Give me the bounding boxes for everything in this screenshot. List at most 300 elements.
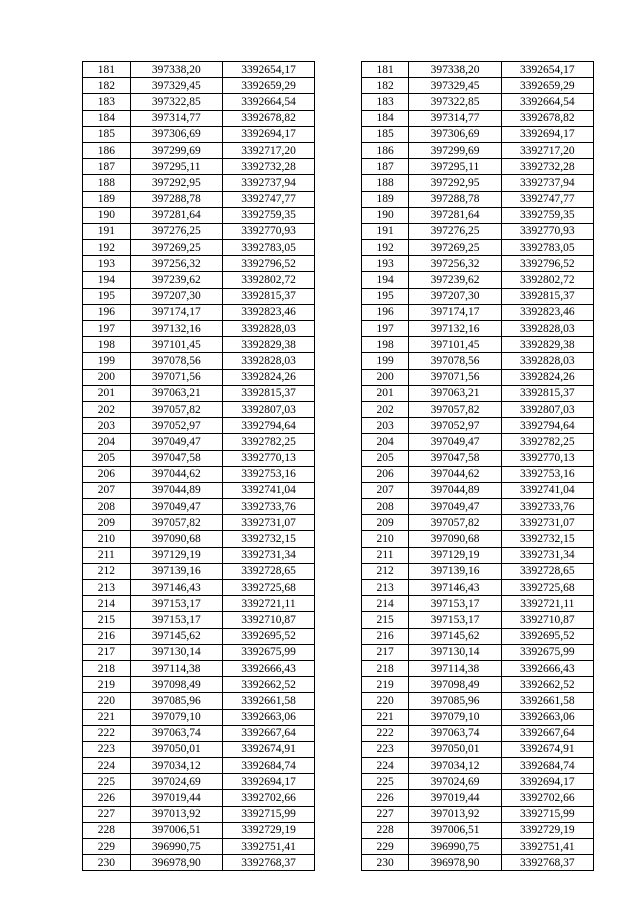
left-point-number-cell: 209 [83,515,131,531]
left-point-number-cell: 202 [83,401,131,417]
left-y-coordinate-cell: 3392684,74 [222,758,314,774]
right-point-number-cell: 184 [361,110,409,126]
right-y-coordinate-cell: 3392828,03 [501,321,593,337]
left-x-coordinate-cell: 397024,69 [130,774,222,790]
left-y-coordinate-cell: 3392729,19 [222,822,314,838]
right-y-coordinate-cell: 3392824,26 [501,369,593,385]
column-gap [315,175,362,191]
left-point-number-cell: 190 [83,207,131,223]
left-point-number-cell: 214 [83,596,131,612]
left-point-number-cell: 207 [83,482,131,498]
left-point-number-cell: 189 [83,191,131,207]
right-point-number-cell: 206 [361,466,409,482]
right-y-coordinate-cell: 3392654,17 [501,62,593,78]
left-y-coordinate-cell: 3392675,99 [222,644,314,660]
left-y-coordinate-cell: 3392721,11 [222,596,314,612]
right-x-coordinate-cell: 397299,69 [409,142,501,158]
left-point-number-cell: 194 [83,272,131,288]
left-x-coordinate-cell: 397338,20 [130,62,222,78]
right-x-coordinate-cell: 397306,69 [409,126,501,142]
left-point-number-cell: 184 [83,110,131,126]
right-point-number-cell: 216 [361,628,409,644]
column-gap [315,580,362,596]
column-gap [315,660,362,676]
left-y-coordinate-cell: 3392695,52 [222,628,314,644]
right-y-coordinate-cell: 3392782,25 [501,434,593,450]
table-row [83,628,594,644]
column-gap [315,240,362,256]
column-gap [315,563,362,579]
table-row [83,369,594,385]
right-point-number-cell: 227 [361,806,409,822]
left-point-number-cell: 199 [83,353,131,369]
table-row [83,450,594,466]
column-gap [315,337,362,353]
right-point-number-cell: 201 [361,385,409,401]
right-y-coordinate-cell: 3392678,82 [501,110,593,126]
right-y-coordinate-cell: 3392710,87 [501,612,593,628]
right-x-coordinate-cell: 397314,77 [409,110,501,126]
left-x-coordinate-cell: 397085,96 [130,693,222,709]
right-y-coordinate-cell: 3392732,28 [501,159,593,175]
right-x-coordinate-cell: 397085,96 [409,693,501,709]
left-point-number-cell: 193 [83,256,131,272]
left-x-coordinate-cell: 396978,90 [130,855,222,871]
left-point-number-cell: 221 [83,709,131,725]
right-point-number-cell: 222 [361,725,409,741]
table-row [83,418,594,434]
right-point-number-cell: 221 [361,709,409,725]
column-gap [315,806,362,822]
right-x-coordinate-cell: 397063,21 [409,385,501,401]
table-row [83,78,594,94]
right-y-coordinate-cell: 3392741,04 [501,482,593,498]
left-x-coordinate-cell: 397269,25 [130,240,222,256]
right-point-number-cell: 200 [361,369,409,385]
right-y-coordinate-cell: 3392702,66 [501,790,593,806]
right-x-coordinate-cell: 397129,19 [409,547,501,563]
right-y-coordinate-cell: 3392768,37 [501,855,593,871]
left-x-coordinate-cell: 397078,56 [130,353,222,369]
right-y-coordinate-cell: 3392815,37 [501,288,593,304]
right-point-number-cell: 211 [361,547,409,563]
table-row [83,660,594,676]
right-y-coordinate-cell: 3392674,91 [501,741,593,757]
column-gap [315,758,362,774]
left-y-coordinate-cell: 3392731,07 [222,515,314,531]
table-row [83,304,594,320]
left-x-coordinate-cell: 397114,38 [130,660,222,676]
left-x-coordinate-cell: 397101,45 [130,337,222,353]
right-point-number-cell: 217 [361,644,409,660]
right-x-coordinate-cell: 397034,12 [409,758,501,774]
right-y-coordinate-cell: 3392807,03 [501,401,593,417]
left-point-number-cell: 185 [83,126,131,142]
left-point-number-cell: 230 [83,855,131,871]
right-x-coordinate-cell: 397049,47 [409,434,501,450]
left-x-coordinate-cell: 397079,10 [130,709,222,725]
right-y-coordinate-cell: 3392737,94 [501,175,593,191]
right-point-number-cell: 191 [361,223,409,239]
right-point-number-cell: 224 [361,758,409,774]
right-point-number-cell: 208 [361,499,409,515]
left-y-coordinate-cell: 3392782,25 [222,434,314,450]
right-y-coordinate-cell: 3392733,76 [501,499,593,515]
left-y-coordinate-cell: 3392732,15 [222,531,314,547]
right-point-number-cell: 193 [361,256,409,272]
column-gap [315,191,362,207]
right-y-coordinate-cell: 3392770,93 [501,223,593,239]
right-x-coordinate-cell: 397071,56 [409,369,501,385]
left-y-coordinate-cell: 3392823,46 [222,304,314,320]
right-y-coordinate-cell: 3392728,65 [501,563,593,579]
column-gap [315,482,362,498]
right-point-number-cell: 197 [361,321,409,337]
table-row [83,725,594,741]
table-row [83,822,594,838]
table-row [83,644,594,660]
column-gap [315,304,362,320]
right-x-coordinate-cell: 397130,14 [409,644,501,660]
table-row [83,240,594,256]
table-row [83,94,594,110]
left-point-number-cell: 187 [83,159,131,175]
right-y-coordinate-cell: 3392747,77 [501,191,593,207]
right-point-number-cell: 229 [361,839,409,855]
table-row [83,709,594,725]
right-point-number-cell: 204 [361,434,409,450]
left-y-coordinate-cell: 3392678,82 [222,110,314,126]
column-gap [315,741,362,757]
left-x-coordinate-cell: 397057,82 [130,401,222,417]
right-point-number-cell: 207 [361,482,409,498]
left-point-number-cell: 226 [83,790,131,806]
column-gap [315,839,362,855]
left-y-coordinate-cell: 3392667,64 [222,725,314,741]
column-gap [315,62,362,78]
column-gap [315,774,362,790]
left-point-number-cell: 218 [83,660,131,676]
table-row [83,110,594,126]
right-point-number-cell: 218 [361,660,409,676]
left-point-number-cell: 181 [83,62,131,78]
left-point-number-cell: 197 [83,321,131,337]
right-x-coordinate-cell: 397174,17 [409,304,501,320]
right-x-coordinate-cell: 397044,89 [409,482,501,498]
right-point-number-cell: 220 [361,693,409,709]
left-y-coordinate-cell: 3392770,13 [222,450,314,466]
left-point-number-cell: 183 [83,94,131,110]
left-x-coordinate-cell: 397295,11 [130,159,222,175]
left-x-coordinate-cell: 397044,89 [130,482,222,498]
left-point-number-cell: 217 [83,644,131,660]
column-gap [315,612,362,628]
left-point-number-cell: 204 [83,434,131,450]
left-y-coordinate-cell: 3392674,91 [222,741,314,757]
right-x-coordinate-cell: 397153,17 [409,612,501,628]
left-point-number-cell: 224 [83,758,131,774]
left-x-coordinate-cell: 397098,49 [130,677,222,693]
right-y-coordinate-cell: 3392694,17 [501,774,593,790]
left-x-coordinate-cell: 397329,45 [130,78,222,94]
table-row [83,337,594,353]
left-x-coordinate-cell: 397044,62 [130,466,222,482]
right-x-coordinate-cell: 396978,90 [409,855,501,871]
right-x-coordinate-cell: 397013,92 [409,806,501,822]
left-x-coordinate-cell: 397063,74 [130,725,222,741]
right-y-coordinate-cell: 3392666,43 [501,660,593,676]
left-x-coordinate-cell: 397130,14 [130,644,222,660]
right-x-coordinate-cell: 397114,38 [409,660,501,676]
right-x-coordinate-cell: 397047,58 [409,450,501,466]
column-gap [315,110,362,126]
left-y-coordinate-cell: 3392694,17 [222,774,314,790]
column-gap [315,321,362,337]
right-y-coordinate-cell: 3392732,15 [501,531,593,547]
left-x-coordinate-cell: 397146,43 [130,580,222,596]
table-row [83,126,594,142]
right-point-number-cell: 196 [361,304,409,320]
left-x-coordinate-cell: 397153,17 [130,596,222,612]
right-y-coordinate-cell: 3392717,20 [501,142,593,158]
right-point-number-cell: 205 [361,450,409,466]
coordinates-table-body [83,62,594,871]
table-row [83,482,594,498]
left-x-coordinate-cell: 397071,56 [130,369,222,385]
column-gap [315,288,362,304]
right-x-coordinate-cell: 397139,16 [409,563,501,579]
left-y-coordinate-cell: 3392731,34 [222,547,314,563]
column-gap [315,94,362,110]
right-x-coordinate-cell: 397132,16 [409,321,501,337]
left-point-number-cell: 229 [83,839,131,855]
right-x-coordinate-cell: 397049,47 [409,499,501,515]
table-row [83,159,594,175]
left-y-coordinate-cell: 3392824,26 [222,369,314,385]
right-point-number-cell: 183 [361,94,409,110]
left-point-number-cell: 208 [83,499,131,515]
left-x-coordinate-cell: 396990,75 [130,839,222,855]
column-gap [315,450,362,466]
left-x-coordinate-cell: 397207,30 [130,288,222,304]
left-point-number-cell: 212 [83,563,131,579]
right-x-coordinate-cell: 397292,95 [409,175,501,191]
right-point-number-cell: 188 [361,175,409,191]
left-x-coordinate-cell: 397299,69 [130,142,222,158]
left-point-number-cell: 200 [83,369,131,385]
table-row [83,62,594,78]
right-x-coordinate-cell: 397256,32 [409,256,501,272]
right-point-number-cell: 225 [361,774,409,790]
right-y-coordinate-cell: 3392759,35 [501,207,593,223]
right-x-coordinate-cell: 397101,45 [409,337,501,353]
table-row [83,741,594,757]
table-row [83,806,594,822]
column-gap [315,855,362,871]
column-gap [315,515,362,531]
table-row [83,191,594,207]
table-row [83,272,594,288]
right-x-coordinate-cell: 397281,64 [409,207,501,223]
left-y-coordinate-cell: 3392710,87 [222,612,314,628]
right-y-coordinate-cell: 3392770,13 [501,450,593,466]
left-x-coordinate-cell: 397153,17 [130,612,222,628]
right-point-number-cell: 209 [361,515,409,531]
right-point-number-cell: 203 [361,418,409,434]
right-y-coordinate-cell: 3392715,99 [501,806,593,822]
right-point-number-cell: 213 [361,580,409,596]
left-x-coordinate-cell: 397006,51 [130,822,222,838]
left-point-number-cell: 206 [83,466,131,482]
right-x-coordinate-cell: 397295,11 [409,159,501,175]
column-gap [315,596,362,612]
column-gap [315,159,362,175]
left-y-coordinate-cell: 3392828,03 [222,321,314,337]
right-y-coordinate-cell: 3392796,52 [501,256,593,272]
right-y-coordinate-cell: 3392721,11 [501,596,593,612]
table-row [83,693,594,709]
right-y-coordinate-cell: 3392783,05 [501,240,593,256]
right-y-coordinate-cell: 3392802,72 [501,272,593,288]
right-x-coordinate-cell: 397207,30 [409,288,501,304]
left-x-coordinate-cell: 397034,12 [130,758,222,774]
table-row [83,774,594,790]
left-y-coordinate-cell: 3392768,37 [222,855,314,871]
left-y-coordinate-cell: 3392770,93 [222,223,314,239]
right-y-coordinate-cell: 3392751,41 [501,839,593,855]
column-gap [315,272,362,288]
right-x-coordinate-cell: 397145,62 [409,628,501,644]
right-x-coordinate-cell: 397153,17 [409,596,501,612]
left-point-number-cell: 196 [83,304,131,320]
table-row [83,385,594,401]
left-x-coordinate-cell: 397057,82 [130,515,222,531]
table-row [83,790,594,806]
right-x-coordinate-cell: 397050,01 [409,741,501,757]
table-row [83,547,594,563]
table-row [83,142,594,158]
right-point-number-cell: 194 [361,272,409,288]
right-x-coordinate-cell: 396990,75 [409,839,501,855]
left-point-number-cell: 186 [83,142,131,158]
right-point-number-cell: 215 [361,612,409,628]
right-y-coordinate-cell: 3392729,19 [501,822,593,838]
left-y-coordinate-cell: 3392828,03 [222,353,314,369]
right-x-coordinate-cell: 397329,45 [409,78,501,94]
left-x-coordinate-cell: 397281,64 [130,207,222,223]
table-row [83,353,594,369]
column-gap [315,725,362,741]
left-x-coordinate-cell: 397139,16 [130,563,222,579]
right-x-coordinate-cell: 397239,62 [409,272,501,288]
left-y-coordinate-cell: 3392662,52 [222,677,314,693]
left-point-number-cell: 227 [83,806,131,822]
right-x-coordinate-cell: 397078,56 [409,353,501,369]
right-y-coordinate-cell: 3392725,68 [501,580,593,596]
right-point-number-cell: 219 [361,677,409,693]
right-x-coordinate-cell: 397322,85 [409,94,501,110]
column-gap [315,790,362,806]
left-y-coordinate-cell: 3392733,76 [222,499,314,515]
column-gap [315,466,362,482]
column-gap [315,531,362,547]
left-point-number-cell: 213 [83,580,131,596]
table-row [83,175,594,191]
right-x-coordinate-cell: 397090,68 [409,531,501,547]
left-y-coordinate-cell: 3392715,99 [222,806,314,822]
left-x-coordinate-cell: 397049,47 [130,434,222,450]
left-x-coordinate-cell: 397047,58 [130,450,222,466]
right-point-number-cell: 192 [361,240,409,256]
table-row [83,596,594,612]
column-gap [315,78,362,94]
left-x-coordinate-cell: 397052,97 [130,418,222,434]
table-row [83,580,594,596]
left-x-coordinate-cell: 397145,62 [130,628,222,644]
right-y-coordinate-cell: 3392664,54 [501,94,593,110]
right-y-coordinate-cell: 3392695,52 [501,628,593,644]
table-row [83,321,594,337]
left-point-number-cell: 220 [83,693,131,709]
column-gap [315,434,362,450]
left-point-number-cell: 223 [83,741,131,757]
left-y-coordinate-cell: 3392737,94 [222,175,314,191]
left-point-number-cell: 210 [83,531,131,547]
left-y-coordinate-cell: 3392829,38 [222,337,314,353]
right-x-coordinate-cell: 397057,82 [409,401,501,417]
right-point-number-cell: 210 [361,531,409,547]
right-y-coordinate-cell: 3392667,64 [501,725,593,741]
right-point-number-cell: 212 [361,563,409,579]
left-point-number-cell: 201 [83,385,131,401]
right-y-coordinate-cell: 3392661,58 [501,693,593,709]
left-x-coordinate-cell: 397050,01 [130,741,222,757]
left-x-coordinate-cell: 397322,85 [130,94,222,110]
right-y-coordinate-cell: 3392659,29 [501,78,593,94]
right-x-coordinate-cell: 397006,51 [409,822,501,838]
right-y-coordinate-cell: 3392675,99 [501,644,593,660]
left-x-coordinate-cell: 397239,62 [130,272,222,288]
left-point-number-cell: 205 [83,450,131,466]
table-row [83,758,594,774]
right-point-number-cell: 195 [361,288,409,304]
right-x-coordinate-cell: 397146,43 [409,580,501,596]
right-x-coordinate-cell: 397024,69 [409,774,501,790]
left-x-coordinate-cell: 397306,69 [130,126,222,142]
table-row [83,855,594,871]
left-x-coordinate-cell: 397090,68 [130,531,222,547]
table-row [83,466,594,482]
right-y-coordinate-cell: 3392684,74 [501,758,593,774]
left-point-number-cell: 195 [83,288,131,304]
left-y-coordinate-cell: 3392694,17 [222,126,314,142]
right-x-coordinate-cell: 397338,20 [409,62,501,78]
left-x-coordinate-cell: 397049,47 [130,499,222,515]
right-x-coordinate-cell: 397098,49 [409,677,501,693]
left-y-coordinate-cell: 3392717,20 [222,142,314,158]
right-y-coordinate-cell: 3392823,46 [501,304,593,320]
right-point-number-cell: 198 [361,337,409,353]
left-y-coordinate-cell: 3392747,77 [222,191,314,207]
right-x-coordinate-cell: 397079,10 [409,709,501,725]
right-point-number-cell: 189 [361,191,409,207]
column-gap [315,628,362,644]
left-point-number-cell: 219 [83,677,131,693]
right-x-coordinate-cell: 397269,25 [409,240,501,256]
right-point-number-cell: 186 [361,142,409,158]
column-gap [315,693,362,709]
right-y-coordinate-cell: 3392731,07 [501,515,593,531]
